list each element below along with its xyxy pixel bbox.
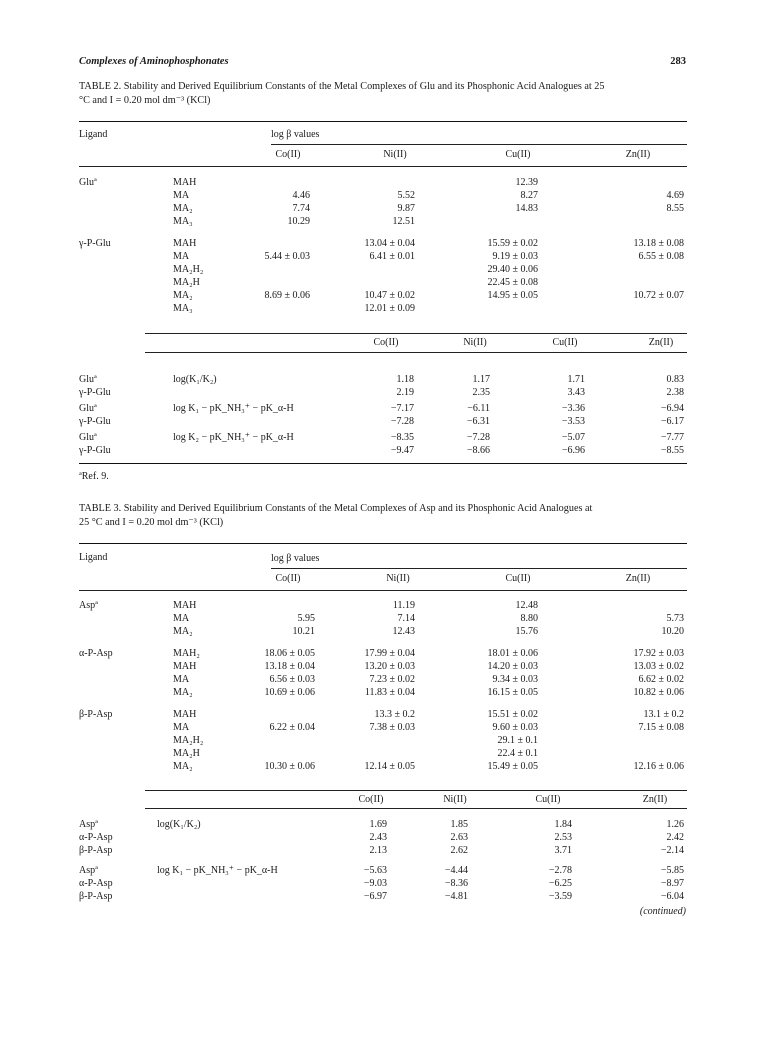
table2-row-species: MA₂H [173,277,200,288]
table2-derived-value: −3.53 [561,416,585,427]
table3-derived-value: −5.85 [660,865,684,876]
table3-value-cell: 13.3 ± 0.2 [374,709,415,720]
table3-value-cell: 18.01 ± 0.06 [487,648,538,659]
table3-derived-value: 1.85 [450,819,468,830]
table3-derived-value: −6.25 [548,878,572,889]
table2-value-cell: 15.59 ± 0.02 [487,238,538,249]
table3-row-species: MA₂ [173,626,193,637]
table3-value-cell: 29.1 ± 0.1 [497,735,538,746]
table3-derived-ligand: Aspª [79,865,98,876]
table3-value-cell: 15.49 ± 0.05 [487,761,538,772]
table2-header-bottom-rule [79,166,687,167]
table2-derived-metal-header: Zn(II) [648,337,674,348]
table2-logbeta-header: log β values [271,129,320,140]
table2-derived-value: 1.17 [472,374,490,385]
table2-derived-ligand: Gluª [79,432,97,443]
table3-row-species: MA₂H [173,748,200,759]
table3-header-bottom-rule [79,590,687,591]
table2-value-cell: 8.69 ± 0.06 [264,290,310,301]
table2-derived-ligand: Gluª [79,374,97,385]
table2-derived-value: −8.35 [390,432,414,443]
table3-derived-value: 2.13 [369,845,387,856]
table2-row-species: MA₂ [173,290,193,301]
table2-value-cell: 12.51 [392,216,415,227]
table2-value-cell: 12.39 [515,177,538,188]
table2-derived-metal-header: Ni(II) [463,337,487,348]
table3-derived-value: 2.53 [554,832,572,843]
table2-row-species: MA₃ [173,216,193,227]
table3-derived-value: −8.97 [660,878,684,889]
table2-row-ligand: γ-P-Glu [79,238,111,249]
table2-row-species: MAH [173,238,197,249]
table3-derived-value: 1.69 [369,819,387,830]
table2-derived-value: −7.28 [466,432,490,443]
table3-derived-value: −8.36 [444,878,468,889]
table3-derived-value: −6.04 [660,891,684,902]
table3-value-cell: 11.83 ± 0.04 [364,687,415,698]
table3-value-cell: 15.51 ± 0.02 [487,709,538,720]
table2-derived-value: −7.77 [660,432,684,443]
table2-derived-metal-header: Cu(II) [552,337,578,348]
table2-row-species: MA₂H₂ [173,264,204,275]
table2-derived-value: 2.35 [472,387,490,398]
table2-footnote: ªRef. 9. [79,471,109,482]
table3-caption [79,502,687,530]
table3-derived-value: 3.71 [554,845,572,856]
table3-derived-metal-header: Zn(II) [642,794,668,805]
table2-row-species: MA₃ [173,303,193,314]
table3-group-rule [271,568,687,569]
table3-derived-label: log(K₁/K₂) [157,819,201,830]
table2-value-cell: 4.69 [666,190,684,201]
table2-value-cell: 7.74 [292,203,310,214]
table3-row-species: MA₂ [173,687,193,698]
table3-derived-value: 1.84 [554,819,572,830]
table2-derived-label: log K₂ − pK_NH₃⁺ − pK_α-H [173,432,294,443]
table3-value-cell: 5.95 [297,613,315,624]
table3-logbeta-header: log β values [271,553,320,564]
table3-value-cell: 17.92 ± 0.03 [633,648,684,659]
table2-derived-value: −6.31 [466,416,490,427]
table2-derived-value: 2.19 [396,387,414,398]
table3-value-cell: 10.21 [292,626,315,637]
table3-derived-value: 2.42 [666,832,684,843]
table3-derived-value: −2.78 [548,865,572,876]
table3-value-cell: 7.23 ± 0.02 [369,674,415,685]
table2-value-cell: 29.40 ± 0.06 [487,264,538,275]
table2-metal-header: Ni(II) [383,149,407,160]
table3-row-species: MA [173,722,190,733]
table2-row-species: MAH [173,177,197,188]
table2-value-cell: 5.44 ± 0.03 [264,251,310,262]
table3-value-cell: 12.48 [515,600,538,611]
table2-value-cell: 8.27 [520,190,538,201]
table3-derived-metal-header: Ni(II) [443,794,467,805]
table3-derived-rule-top [145,790,687,791]
table3-derived-value: −9.03 [363,878,387,889]
table3-row-ligand: α-P-Asp [79,648,113,659]
table2-derived-ligand: γ-P-Glu [79,387,111,398]
table3-value-cell: 13.18 ± 0.04 [264,661,315,672]
table2-caption [79,80,687,108]
table2-value-cell: 14.95 ± 0.05 [487,290,538,301]
table3-derived-value: −6.97 [363,891,387,902]
table3-row-species: MA [173,613,190,624]
table2-derived-value: 1.71 [567,374,585,385]
table2-value-cell: 12.01 ± 0.09 [364,303,415,314]
table3-caption-label: TABLE 3. [79,503,122,514]
table3-value-cell: 12.16 ± 0.06 [633,761,684,772]
continued-note: (continued) [639,906,686,917]
table3-row-species: MAH₂ [173,648,200,659]
table3-derived-value: −4.81 [444,891,468,902]
table3-value-cell: 12.43 [392,626,415,637]
table2-derived-label: log K₁ − pK_NH₃⁺ − pK_α-H [173,403,294,414]
table2-derived-value: 3.43 [567,387,585,398]
table3-value-cell: 13.1 ± 0.2 [643,709,684,720]
table2-derived-value: −9.47 [390,445,414,456]
table2-value-cell: 9.87 [397,203,415,214]
table3-value-cell: 15.76 [515,626,538,637]
table3-value-cell: 10.30 ± 0.06 [264,761,315,772]
table3-row-species: MAH [173,661,197,672]
table3-derived-ligand: β-P-Asp [79,891,113,902]
table2-value-cell: 13.04 ± 0.04 [364,238,415,249]
table2-derived-rule-top [145,333,687,334]
table3-row-species: MAH [173,709,197,720]
table2-derived-value: 1.18 [396,374,414,385]
table3-derived-value: 2.63 [450,832,468,843]
table2-derived-value: −8.66 [466,445,490,456]
table2-value-cell: 13.18 ± 0.08 [633,238,684,249]
table3-metal-header: Ni(II) [386,573,410,584]
table2-derived-value: −8.55 [660,445,684,456]
table3-value-cell: 10.20 [661,626,684,637]
table2-value-cell: 6.55 ± 0.08 [638,251,684,262]
table3-value-cell: 14.20 ± 0.03 [487,661,538,672]
running-head: Complexes of Aminophosphonates [79,56,229,67]
table2-ligand-header: Ligand [79,129,108,140]
table2-bottom-rule [79,463,687,464]
table2-value-cell: 8.55 [666,203,684,214]
table2-value-cell: 10.47 ± 0.02 [364,290,415,301]
table2-derived-value: −6.17 [660,416,684,427]
table2-metal-header: Co(II) [275,149,301,160]
table2-derived-label: log(K₁/K₂) [173,374,217,385]
table3-value-cell: 18.06 ± 0.05 [264,648,315,659]
table3-top-rule [79,543,687,544]
table2-derived-value: 2.38 [666,387,684,398]
table3-derived-metal-header: Cu(II) [535,794,561,805]
table3-derived-label: log K₁ − pK_NH₃⁺ − pK_α-H [157,865,278,876]
table2-top-rule [79,121,687,122]
table2-row-species: MA [173,251,190,262]
table2-value-cell: 10.29 [287,216,310,227]
table2-group-rule [271,144,687,145]
table3-row-ligand: β-P-Asp [79,709,113,720]
table2-value-cell: 4.46 [292,190,310,201]
table3-caption-line2: 25 °C and I = 0.20 mol dm⁻³ (KCl) [79,517,224,528]
table2-derived-rule [145,352,687,353]
table2-derived-value: −3.36 [561,403,585,414]
table2-row-species: MA₂ [173,203,193,214]
table2-value-cell: 6.41 ± 0.01 [369,251,415,262]
table3-value-cell: 7.15 ± 0.08 [638,722,684,733]
table3-derived-rule [145,808,687,809]
table3-metal-header: Cu(II) [505,573,531,584]
table2-caption-line2: °C and I = 0.20 mol dm⁻³ (KCl) [79,95,211,106]
table3-value-cell: 11.19 [392,600,415,611]
page-number: 283 [670,56,686,67]
table3-value-cell: 16.15 ± 0.05 [487,687,538,698]
table3-value-cell: 10.69 ± 0.06 [264,687,315,698]
table2-derived-value: −6.94 [660,403,684,414]
table3-value-cell: 13.20 ± 0.03 [364,661,415,672]
table3-value-cell: 7.38 ± 0.03 [369,722,415,733]
table2-value-cell: 9.19 ± 0.03 [492,251,538,262]
table3-row-species: MA₂H₂ [173,735,204,746]
table2-metal-header: Cu(II) [505,149,531,160]
table2-metal-header: Zn(II) [625,149,651,160]
table3-row-species: MA [173,674,190,685]
table3-derived-ligand: β-P-Asp [79,845,113,856]
table3-derived-value: 2.43 [369,832,387,843]
table3-caption-line1: Stability and Derived Equilibrium Constants of the Metal Complexes of Asp and its Phosphonic Acid Analogues at [123,503,593,514]
table2-caption-label: TABLE 2. [79,81,122,92]
table3-value-cell: 10.82 ± 0.06 [633,687,684,698]
table2-derived-value: 0.83 [666,374,684,385]
table3-value-cell: 5.73 [666,613,684,624]
table3-metal-header: Co(II) [275,573,301,584]
table3-derived-ligand: α-P-Asp [79,878,113,889]
table3-value-cell: 9.34 ± 0.03 [492,674,538,685]
table3-derived-value: −2.14 [660,845,684,856]
table3-row-species: MAH [173,600,197,611]
table3-value-cell: 22.4 ± 0.1 [497,748,538,759]
table2-value-cell: 14.83 [515,203,538,214]
table3-value-cell: 13.03 ± 0.02 [633,661,684,672]
table2-derived-value: −6.11 [467,403,490,414]
table3-value-cell: 6.56 ± 0.03 [269,674,315,685]
table2-derived-ligand: γ-P-Glu [79,416,111,427]
table2-derived-metal-header: Co(II) [373,337,399,348]
table2-derived-value: −6.96 [561,445,585,456]
table3-derived-metal-header: Co(II) [358,794,384,805]
table3-row-ligand: Aspª [79,600,98,611]
table3-derived-value: −5.63 [363,865,387,876]
table3-derived-ligand: Aspª [79,819,98,830]
table2-derived-value: −7.17 [390,403,414,414]
table3-derived-value: −3.59 [548,891,572,902]
table3-derived-value: 1.26 [666,819,684,830]
table2-value-cell: 22.45 ± 0.08 [487,277,538,288]
table2-row-species: MA [173,190,190,201]
table2-caption-line1: Stability and Derived Equilibrium Constants of the Metal Complexes of Glu and its Phosphonic Acid Analogues at 25 [123,81,605,92]
table3-value-cell: 7.14 [397,613,415,624]
table3-metal-header: Zn(II) [625,573,651,584]
table3-derived-value: −4.44 [444,865,468,876]
table2-value-cell: 10.72 ± 0.07 [633,290,684,301]
table2-derived-value: −5.07 [561,432,585,443]
table3-value-cell: 17.99 ± 0.04 [364,648,415,659]
table3-derived-ligand: α-P-Asp [79,832,113,843]
table3-value-cell: 8.80 [520,613,538,624]
table2-derived-value: −7.28 [390,416,414,427]
table2-row-ligand: Gluª [79,177,97,188]
table3-ligand-header: Ligand [79,552,108,563]
table3-value-cell: 6.22 ± 0.04 [269,722,315,733]
table3-value-cell: 9.60 ± 0.03 [492,722,538,733]
table2-derived-ligand: γ-P-Glu [79,445,111,456]
table3-derived-value: 2.62 [450,845,468,856]
table3-value-cell: 12.14 ± 0.05 [364,761,415,772]
table2-derived-ligand: Gluª [79,403,97,414]
table3-value-cell: 6.62 ± 0.02 [638,674,684,685]
table3-row-species: MA₂ [173,761,193,772]
table2-value-cell: 5.52 [397,190,415,201]
